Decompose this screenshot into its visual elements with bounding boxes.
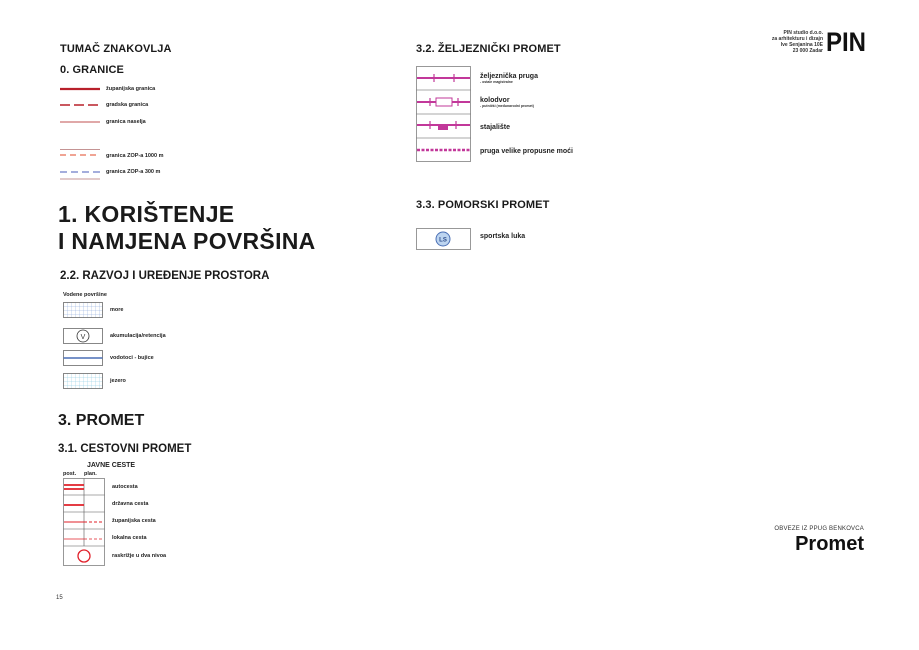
- road-heading: 3.1. CESTOVNI PROMET: [58, 443, 192, 455]
- boundary-label-zop-1000: granica ZOP-a 1000 m: [106, 153, 164, 159]
- rail-table: [416, 66, 471, 162]
- boundary-label-county: županijska granica: [106, 86, 156, 92]
- water-symbol-stream: [63, 350, 103, 366]
- rail-label-high-capacity: pruga velike propusne moći: [480, 148, 573, 155]
- boundary-label-settlement: granica naselja: [106, 119, 146, 125]
- water-group-label: Vodene površine: [63, 292, 107, 298]
- boundary-symbol-county: [60, 83, 100, 95]
- development-heading: 2.2. RAZVOJ I UREĐENJE PROSTORA: [60, 270, 270, 282]
- road-col-planned: plan.: [84, 471, 97, 477]
- water-symbol-sea: [63, 302, 103, 318]
- studio-city: 23 000 Zadar: [792, 48, 823, 54]
- page-number: 15: [56, 595, 63, 601]
- sea-heading: 3.3. POMORSKI PROMET: [416, 199, 550, 211]
- boundary-symbol-zop-300: [60, 166, 100, 180]
- road-label-state: državna cesta: [112, 501, 149, 507]
- land-use-heading-line1: 1. KORIŠTENJE: [58, 201, 235, 227]
- boundaries-heading: 0. GRANICE: [60, 64, 124, 76]
- doc-title: Promet: [795, 533, 864, 555]
- land-use-heading-line2: I NAMJENA POVRŠINA: [58, 228, 316, 254]
- traffic-heading: 3. PROMET: [58, 412, 145, 429]
- sea-symbol-sport-port: [416, 228, 471, 250]
- legend-title: TUMAČ ZNAKOVLJA: [60, 43, 172, 55]
- water-label-sea: more: [110, 307, 124, 313]
- rail-label-station: kolodvor: [480, 97, 510, 104]
- road-label-interchange: raskrižje u dva nivoa: [112, 553, 167, 559]
- road-label-local: lokalna cesta: [112, 535, 147, 541]
- road-label-motorway: autocesta: [112, 484, 138, 490]
- rail-sub-line: - ostale magistralne: [480, 80, 513, 84]
- water-label-stream: vodotoci - bujice: [110, 355, 154, 361]
- road-col-existing: post.: [63, 471, 77, 477]
- boundary-label-zop-300: granica ZOP-a 300 m: [106, 169, 161, 175]
- sea-label-sport-port: sportska luka: [480, 233, 526, 240]
- studio-street: Ive Senjanina 10E: [780, 42, 823, 48]
- water-symbol-lake: [63, 373, 103, 389]
- land-use-heading: [58, 201, 316, 255]
- boundary-symbol-zop-1000: [60, 149, 100, 161]
- road-label-county: županijska cesta: [112, 518, 156, 524]
- studio-tagline: za arhitekturu i dizajn: [771, 36, 823, 42]
- boundary-symbol-city: [60, 99, 100, 111]
- road-group-label: JAVNE CESTE: [87, 462, 136, 469]
- boundary-label-city: gradska granica: [106, 102, 149, 108]
- rail-item-station: [480, 97, 534, 108]
- road-table: [63, 478, 105, 566]
- studio-address: [740, 30, 823, 54]
- boundary-symbol-settlement: [60, 116, 100, 128]
- rail-sub-station: - putnički (međunarodni promet): [480, 104, 534, 108]
- rail-label-line: željeznička pruga: [480, 73, 538, 80]
- rail-label-stop: stajalište: [480, 124, 510, 131]
- port-letters: LS: [439, 237, 447, 244]
- rail-heading: 3.2. ŽELJEZNIČKI PROMET: [416, 43, 561, 55]
- studio-name: PIN studio d.o.o.: [783, 30, 823, 36]
- doc-subtitle: OBVEZE IZ PPUG BENKOVCA: [774, 526, 864, 532]
- retention-letter: V: [80, 334, 86, 341]
- water-label-retention: akumulacija/retencija: [110, 333, 166, 339]
- logo-text: PIN: [826, 27, 866, 57]
- water-symbol-retention: [63, 328, 103, 344]
- studio-logo: [826, 27, 866, 57]
- rail-item-line: [480, 73, 538, 84]
- water-label-lake: jezero: [110, 378, 126, 384]
